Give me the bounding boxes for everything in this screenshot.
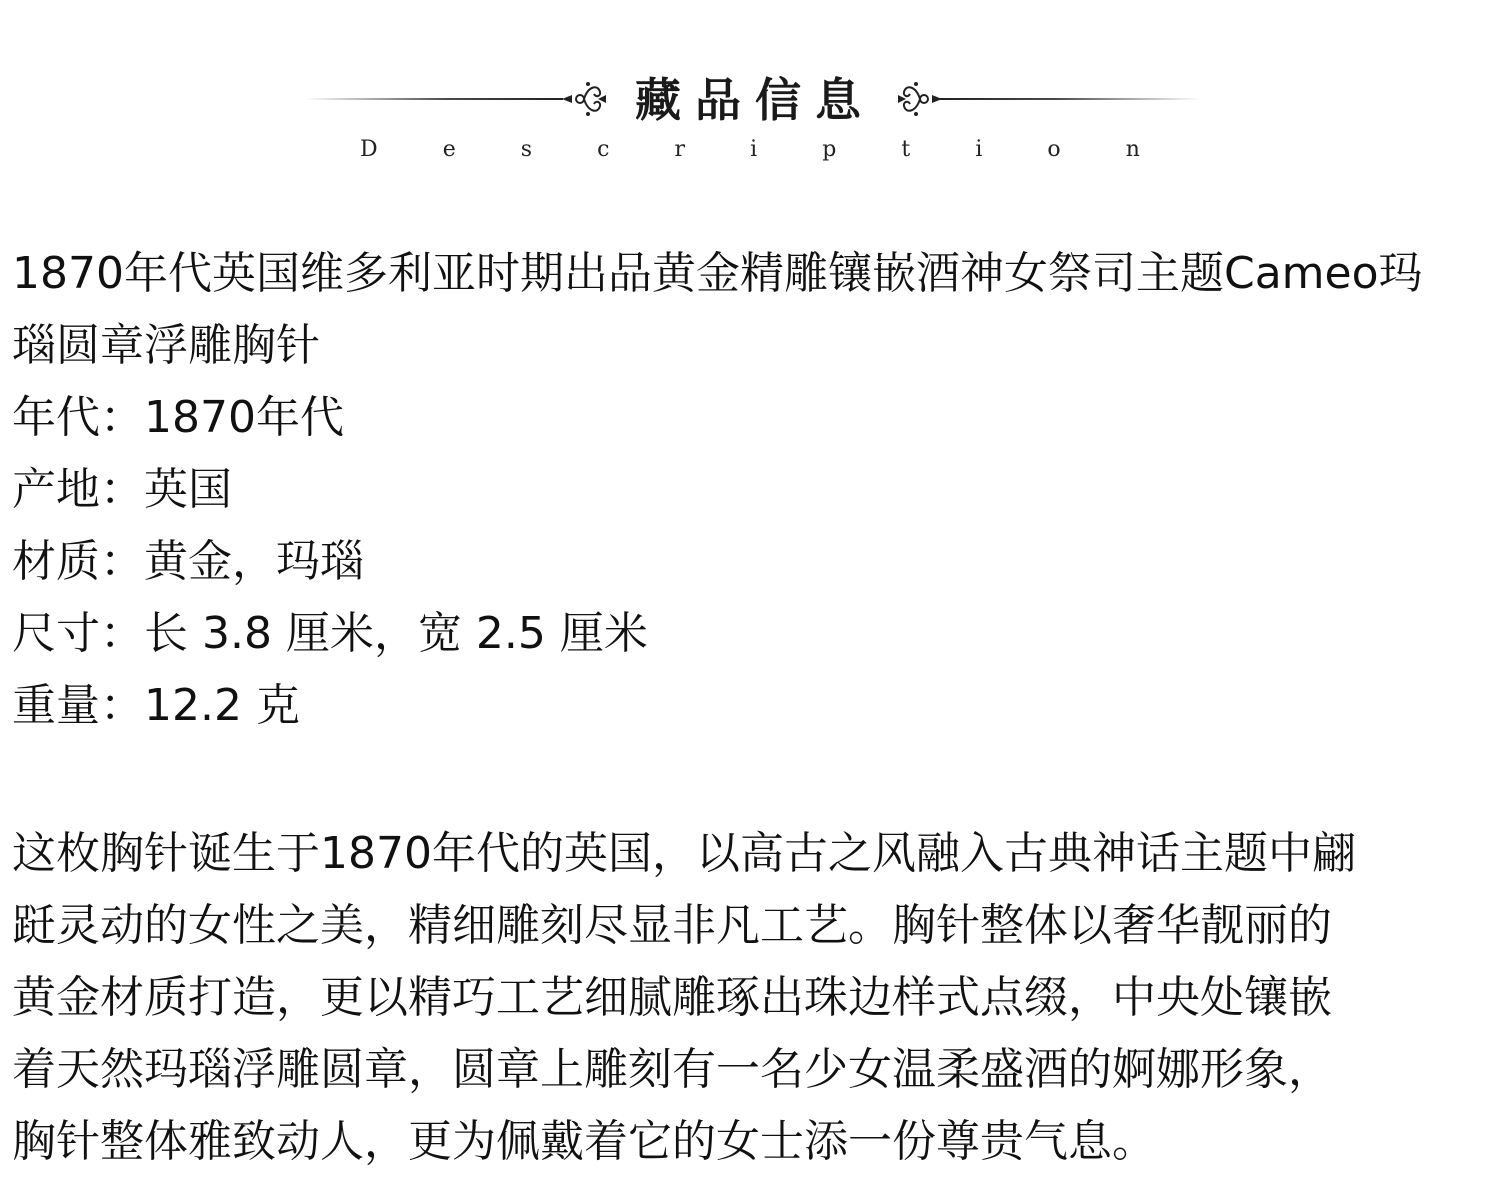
- subtitle-letter: t: [901, 137, 911, 162]
- description-line: 这枚胸针诞生于1870年代的英国，以高古之风融入古典神话主题中翩: [12, 828, 1356, 879]
- subtitle-letter: D: [360, 137, 378, 162]
- item-weight: 重量：12.2 克: [12, 680, 300, 731]
- item-material: 材质：黄金，玛瑙: [12, 536, 364, 587]
- paragraph-spacer: [12, 742, 1488, 818]
- item-name-line-2: 瑙圆章浮雕胸针: [12, 320, 320, 371]
- section-title: 藏品信息: [635, 73, 875, 127]
- item-description: [12, 238, 1488, 1178]
- subtitle-letter: n: [1125, 137, 1140, 162]
- left-divider-line: [305, 98, 563, 100]
- description-line: 黄金材质打造，更以精巧工艺细腻雕琢出珠边样式点缀，中央处镶嵌: [12, 972, 1332, 1023]
- section-header: [0, 60, 1500, 170]
- subtitle-letter: i: [750, 137, 758, 162]
- subtitle-letter: o: [1047, 137, 1061, 162]
- section-subtitle: [360, 138, 1140, 162]
- subtitle-letter: i: [975, 137, 983, 162]
- subtitle-letter: r: [674, 137, 686, 162]
- item-name-line-1: 1870年代英国维多利亚时期出品黄金精雕镶嵌酒神女祭司主题Cameo玛: [12, 248, 1423, 299]
- item-size: 尺寸：长 3.8 厘米，宽 2.5 厘米: [12, 608, 648, 659]
- item-era: 年代：1870年代: [12, 392, 344, 443]
- description-line: 着天然玛瑙浮雕圆章，圆章上雕刻有一名少女温柔盛酒的婀娜形象，: [12, 1044, 1332, 1095]
- right-divider-line: [937, 98, 1200, 100]
- description-line: 跹灵动的女性之美，精细雕刻尽显非凡工艺。胸针整体以奢华靓丽的: [12, 900, 1332, 951]
- subtitle-letter: p: [822, 137, 837, 162]
- flourish-ornament-icon: [558, 74, 608, 124]
- description-line: 胸针整体雅致动人，更为佩戴着它的女士添一份尊贵气息。: [12, 1116, 1156, 1167]
- subtitle-letter: e: [442, 137, 456, 162]
- subtitle-letter: c: [597, 137, 610, 162]
- item-origin: 产地：英国: [12, 464, 232, 515]
- subtitle-letter: s: [520, 137, 533, 162]
